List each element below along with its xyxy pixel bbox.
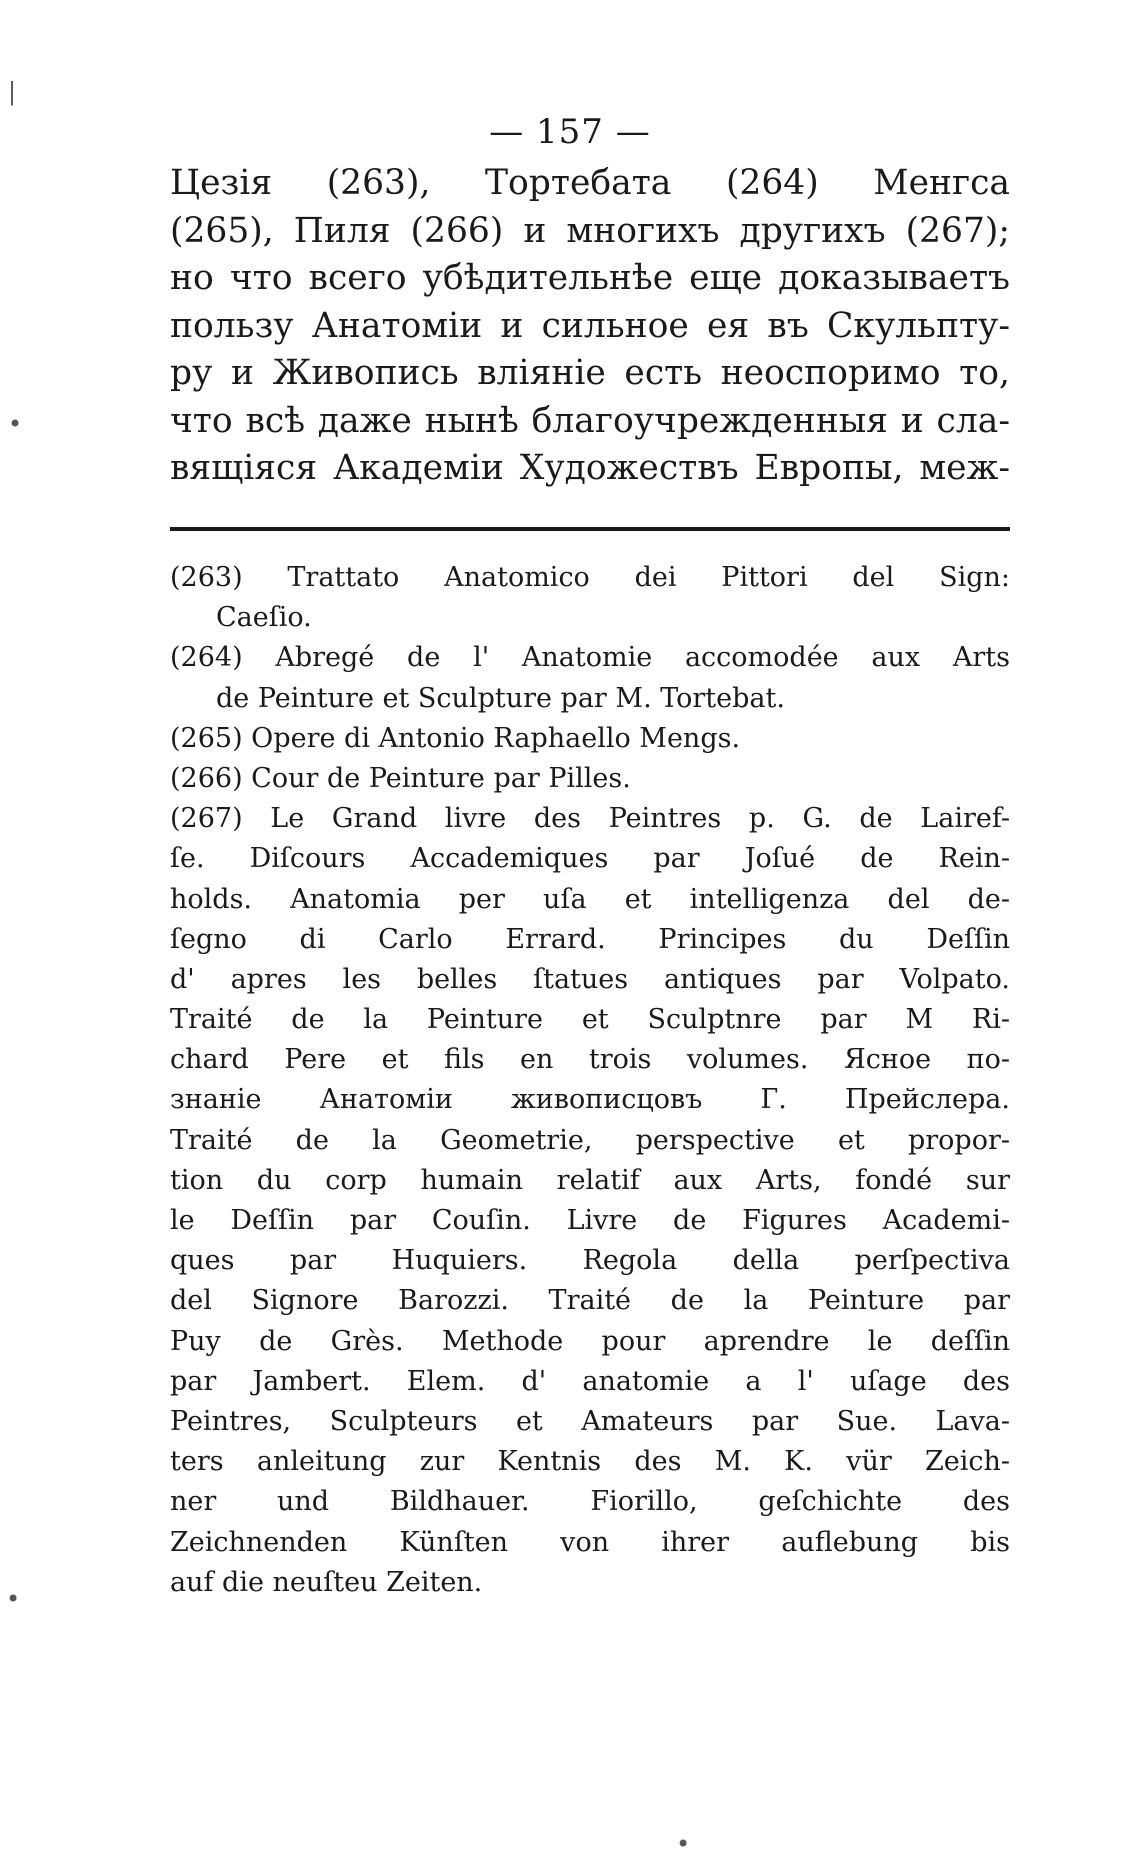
page-number: — 157 — (489, 112, 651, 152)
footnote-line: Zeichnenden Künſten von ihrer auflebung bis (170, 1526, 1010, 1558)
footnote-265: (265) Opere di Antonio Raphaello Mengs. (170, 722, 741, 754)
footnote-divider (170, 527, 1010, 531)
scan-speck-mark: • (676, 1830, 691, 1858)
footnote-line: ters anleitung zur Kentnis des M. K. vür Zeich- (170, 1446, 1010, 1478)
footnote-line: Traité de la Geometrie, perspective et propor- (170, 1124, 1010, 1156)
footnote-line: d' apres les belles ſtatues antiques par Volpato. (170, 963, 1010, 995)
footnote-line: Puy de Grès. Methode pour aprendre le deſſin (170, 1325, 1010, 1357)
footnote-line: Traité de la Peinture et Sculptnre par M Ri- (170, 1004, 1010, 1036)
footnote-line: tion du corp humain relatif aux Arts, fondé sur (170, 1164, 1010, 1196)
footnote-line: Peintres, Sculpteurs et Amateurs par Sue. Lava- (170, 1405, 1010, 1437)
body-line: Цезія (263), Тортебата (264) Менгса (170, 163, 1010, 203)
footnote-line: Caeſio. (216, 602, 312, 634)
footnote-line: del Signore Barozzi. Traité de la Peinture par (170, 1285, 1010, 1317)
body-line: пользу Анатоміи и сильное ея въ Скульпту- (170, 305, 1010, 346)
body-line: (265), Пиля (266) и многихъ другихъ (267); (170, 210, 1010, 251)
footnote-line: ſe. Diſcours Accademiques par Joſué de Rein- (170, 843, 1010, 875)
footnote-line: par Jambert. Elem. d' anatomie a l' uſage des (170, 1365, 1010, 1397)
footnote-line: ner und Bildhauer. Fiorillo, geſchichte des (170, 1486, 1010, 1518)
footnote-line: de Peinture et Sculpture par M. Tortebat. (216, 682, 785, 714)
footnote-line: ques par Huquiers. Regola della perſpectiva (170, 1245, 1010, 1277)
scan-speck-mark: • (6, 1585, 21, 1613)
scan-speck-mark: | (8, 78, 17, 106)
body-line: что всѣ даже нынѣ благоучрежденныя и сла- (170, 400, 1010, 441)
footnotes-block (170, 558, 1010, 1603)
scan-speck-mark: • (8, 410, 23, 438)
footnote-line: знаніе Анатоміи живописцовъ Г. Прейслера. (170, 1084, 1010, 1116)
footnote-263: (263) Trattato Anatomico dei Pittori del Sign: (170, 562, 1010, 593)
footnote-266: (266) Cour de Peinture par Pilles. (170, 762, 631, 794)
footnote-264: (264) Abregé de l' Anatomie accomodée aux Arts (170, 642, 1010, 674)
footnote-line: le Deſſin par Couſin. Livre de Figures Academi- (170, 1205, 1010, 1236)
footnote-line: ſegno di Carlo Errard. Principes du Deſſin (170, 923, 1010, 955)
body-line: но что всего убѣдительнѣе еще доказываетъ (170, 258, 1010, 298)
main-text-block (170, 160, 1010, 493)
body-line: вящіяся Академіи Художествъ Европы, меж- (170, 448, 1010, 488)
footnote-267: (267) Le Grand livre des Peintres p. G. de Lairef- (170, 803, 1010, 835)
footnote-line: auf die neuſteu Zeiten. (170, 1566, 483, 1598)
footnote-line: holds. Anatomia per uſa et intelligenza del de- (170, 883, 1010, 915)
body-line: ру и Живопись вліяніе есть неоспоримо то, (170, 353, 1010, 393)
footnote-line: chard Pere et fils en trois volumes. Ясное по- (170, 1044, 1010, 1076)
